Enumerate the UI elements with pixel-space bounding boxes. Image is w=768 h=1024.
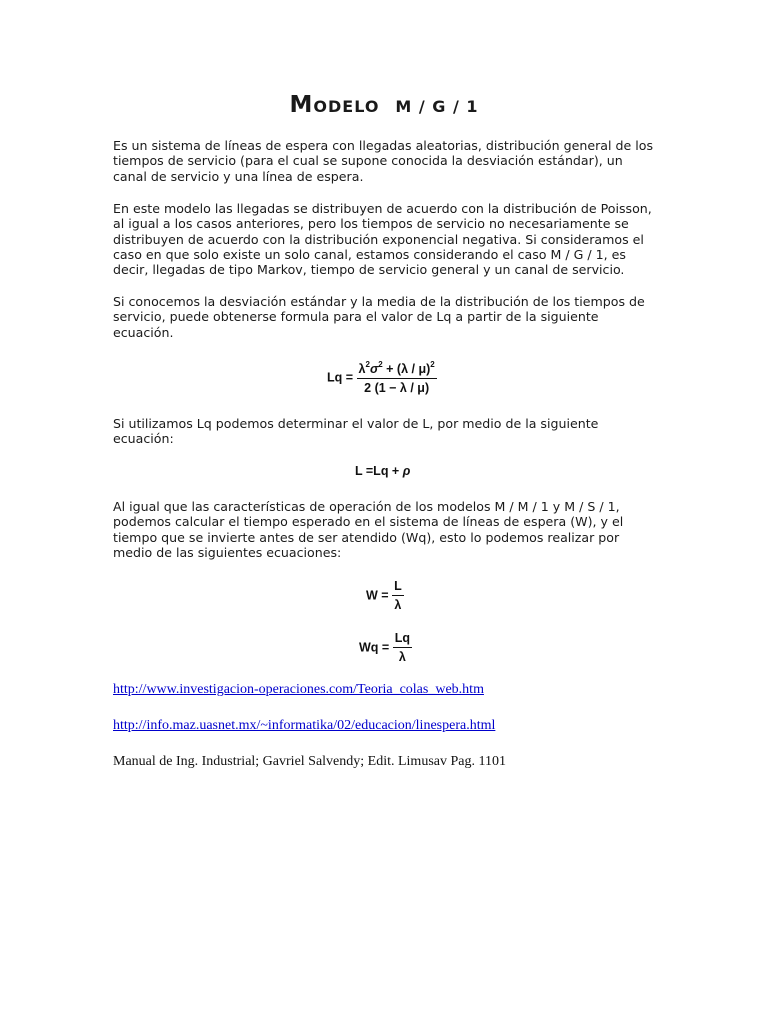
equation-wq-fraction (393, 631, 412, 664)
link-investigacion-operaciones[interactable]: http://www.investigacion-operaciones.com/Teoria_colas_web.htm (113, 682, 484, 697)
paragraph-w-intro: Al igual que las características de operación de los modelos M / M / 1 y M / S / 1, podemos calcular el tiempo esperado en el sistema de líneas de espera (W), y el tiempo que se invierte antes de ser atendido (Wq), esto lo podemos realizar por medio de las siguientes ecuaciones: (113, 499, 624, 560)
equation-w (366, 579, 404, 612)
equation-wq-denominator: λ (398, 650, 406, 664)
equation-l (355, 464, 410, 478)
title-rest: ODELO (313, 97, 380, 116)
equation-l-text: L =Lq + (355, 464, 403, 478)
equation-lq-fraction (357, 360, 437, 395)
equation-wq (359, 631, 412, 664)
equation-w-fraction (392, 579, 404, 612)
paragraph-l-intro: Si utilizamos Lq podemos determinar el valor de L, por medio de la siguiente ecuación: (113, 416, 599, 447)
equation-w-lhs: W = (366, 588, 389, 603)
link-uasnet-linespera[interactable]: http://info.maz.uasnet.mx/~informatika/02/educacion/linespera.html (113, 718, 496, 733)
paragraph-intro: Es un sistema de líneas de espera con llegadas aleatorias, distribución general de los tiempos de servicio (para el cual se supone conocida la desviación estándar), un canal de servicio y una línea de espera. (113, 138, 654, 184)
equation-lq-numerator: $\lambda^2\sigma^2 + (\lambda / \mu)^2$ (357, 360, 437, 379)
equation-lq-lhs: Lq = (327, 370, 354, 385)
equation-lq-denominator: 2 (1 − λ / μ) (364, 381, 430, 395)
title-initial: M (289, 92, 314, 118)
paragraph-poisson: En este modelo las llegadas se distribuyen de acuerdo con la distribución de Poisson, al igual a los casos anteriores, pero los tiempos de servicio no necesariamente se distribuyen de acuerdo con la distribución exponencial negativa. Si consideramos el caso en que solo existe un solo canal, estamos considerando el caso M / G / 1, es decir, llegadas de tipo Markov, tiempo de servicio general y un canal de servicio. (113, 201, 652, 278)
equation-w-numerator: L (392, 579, 404, 596)
title-model: M / G / 1 (395, 97, 479, 116)
equation-l-rho: ρ (402, 464, 411, 478)
equation-wq-lhs: Wq = (359, 640, 390, 655)
equation-lq (327, 360, 437, 395)
page-title (0, 92, 768, 118)
equation-wq-numerator: Lq (393, 631, 412, 648)
equation-w-denominator: λ (394, 598, 402, 612)
paragraph-lq-intro: Si conocemos la desviación estándar y la media de la distribución de los tiempos de servicio, puede obtenerse formula para el valor de Lq a partir de la siguiente ecuación. (113, 294, 645, 340)
reference-citation: Manual de Ing. Industrial; Gavriel Salvendy; Edit. Limusav Pag. 1101 (113, 754, 506, 769)
